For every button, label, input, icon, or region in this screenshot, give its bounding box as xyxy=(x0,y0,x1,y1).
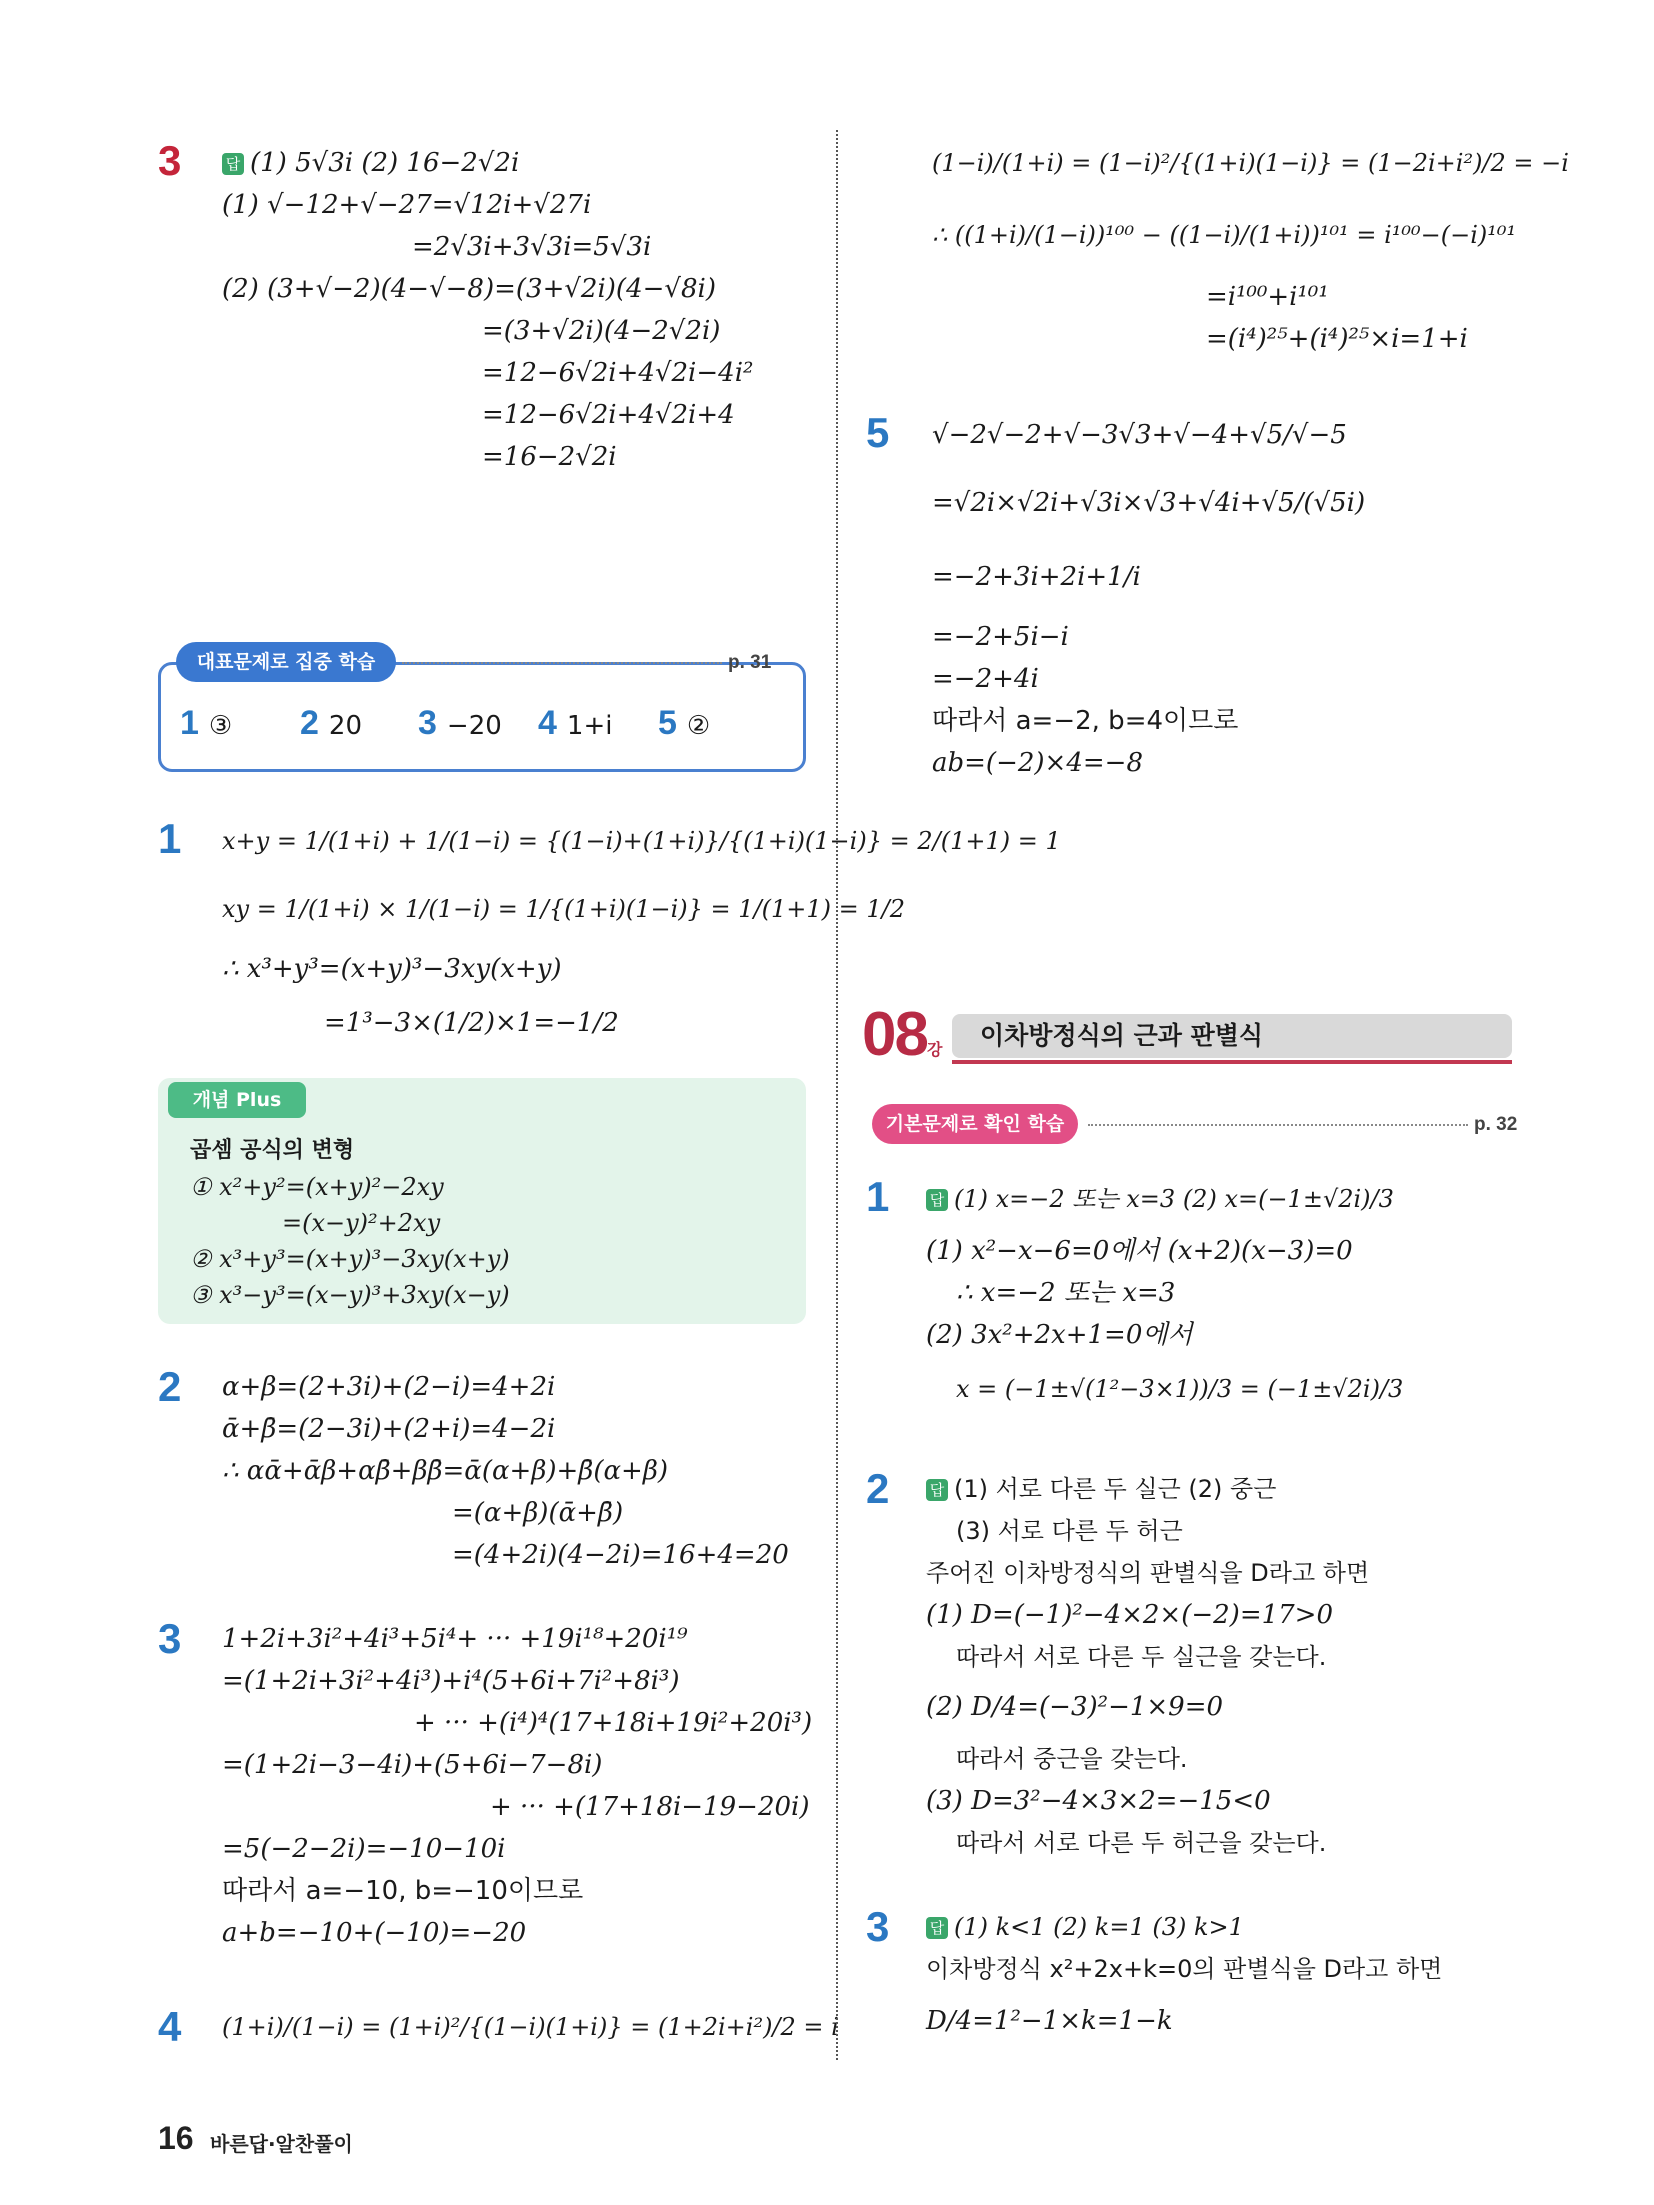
solution-line: 주어진 이차방정식의 판별식을 D라고 하면 xyxy=(926,1559,1370,1587)
solution-line: =√2i×√2i+√3i×√3+√4i+√5/(√5i) xyxy=(932,488,1366,518)
solution-line: (3) D=3²−4×3×2=−15<0 xyxy=(926,1786,1271,1816)
rep-answer-2: 2 20 xyxy=(300,704,363,742)
solution-line: =12−6√2i+4√2i+4 xyxy=(482,400,735,430)
answer-line xyxy=(926,1472,1276,1506)
concept-plus-tag: 개념 Plus xyxy=(168,1082,306,1118)
answer-line: (3) 서로 다른 두 허근 xyxy=(956,1517,1183,1545)
solution-line: (1) x²−x−6=0에서 (x+2)(x−3)=0 xyxy=(926,1236,1353,1266)
solution-line: =(4+2i)(4−2i)=16+4=20 xyxy=(452,1540,789,1570)
answer-text: (1) x=−2 또는 x=3 (2) x=(−1±√2i)/3 xyxy=(954,1185,1394,1213)
basic-section-tag: 기본문제로 확인 학습 xyxy=(872,1104,1078,1144)
solution-line: (1−i)/(1+i) = (1−i)²/{(1+i)(1−i)} = (1−2i+i²)/2 = −i xyxy=(932,149,1569,177)
concept-line: ② x³+y³=(x+y)³−3xy(x+y) xyxy=(190,1245,510,1273)
solution-line: 따라서 서로 다른 두 허근을 갖는다. xyxy=(956,1829,1327,1857)
solution-line: √−2√−2+√−3√3+√−4+√5/√−5 xyxy=(932,420,1347,450)
rep-answer-5: 5 ② xyxy=(658,704,711,742)
footer-label: 바른답·알찬풀이 xyxy=(210,2132,353,2156)
concept-title: 곱셈 공식의 변형 xyxy=(190,1138,355,1163)
solution-line: ∴ ((1+i)/(1−i))¹⁰⁰ − ((1−i)/(1+i))¹⁰¹ = i¹⁰⁰−(−i)¹⁰¹ xyxy=(932,221,1517,249)
answer-badge: 답 xyxy=(926,1479,948,1501)
basic-number-1: 1 xyxy=(866,1173,890,1220)
solution-line: =5(−2−2i)=−10−10i xyxy=(222,1834,506,1864)
solution-line: + ··· +(17+18i−19−20i) xyxy=(490,1792,810,1822)
rep-answer-1: 1 ③ xyxy=(180,704,233,742)
column-divider xyxy=(836,130,838,2060)
answer-text: (1) k<1 (2) k=1 (3) k>1 xyxy=(954,1913,1244,1941)
solution-line: =−2+5i−i xyxy=(932,622,1069,652)
solution-line: =(3+√2i)(4−2√2i) xyxy=(482,316,721,346)
solution-number-4: 4 xyxy=(158,2003,182,2050)
dotted-leader xyxy=(1088,1124,1468,1126)
solution-line: (1+i)/(1−i) = (1+i)²/{(1−i)(1+i)} = (1+2i+i²)/2 = i xyxy=(222,2013,839,2041)
solution-line: 따라서 a=−2, b=4이므로 xyxy=(932,706,1239,736)
solution-line: =i¹⁰⁰+i¹⁰¹ xyxy=(1206,282,1329,312)
solution-line: =2√3i+3√3i=5√3i xyxy=(412,232,652,262)
solution-line: 따라서 서로 다른 두 실근을 갖는다. xyxy=(956,1643,1327,1671)
solution-line: 따라서 a=−10, b=−10이므로 xyxy=(222,1876,584,1906)
answer-badge: 답 xyxy=(222,153,244,175)
basic-number-2: 2 xyxy=(866,1465,890,1512)
chapter-underline xyxy=(952,1060,1512,1064)
basic-number-3: 3 xyxy=(866,1903,890,1950)
solution-line: =(α+β)(ᾱ+β̄) xyxy=(452,1498,624,1528)
solution-line: ᾱ+β̄=(2−3i)+(2+i)=4−2i xyxy=(222,1414,556,1444)
solution-line: =−2+3i+2i+1/i xyxy=(932,562,1141,592)
solution-line: a+b=−10+(−10)=−20 xyxy=(222,1918,527,1948)
solution-line: 1+2i+3i²+4i³+5i⁴+ ··· +19i¹⁸+20i¹⁹ xyxy=(222,1624,688,1654)
solution-line: α+β=(2+3i)+(2−i)=4+2i xyxy=(222,1372,556,1402)
solution-line: + ··· +(i⁴)⁴(17+18i+19i²+20i³) xyxy=(414,1708,813,1738)
solution-line: (1) √−12+√−27=√12i+√27i xyxy=(222,190,592,220)
dotted-leader xyxy=(402,662,722,664)
answer-badge: 답 xyxy=(926,1917,948,1939)
solution-line: =12−6√2i+4√2i−4i² xyxy=(482,358,754,388)
solution-line: ∴ x=−2 또는 x=3 xyxy=(956,1278,1176,1308)
page-number: 16 xyxy=(158,2120,194,2156)
solution-line: ∴ x³+y³=(x+y)³−3xy(x+y) xyxy=(222,954,562,984)
solution-number-2: 2 xyxy=(158,1363,182,1410)
concept-line: ③ x³−y³=(x−y)³+3xy(x−y) xyxy=(190,1281,510,1309)
problem-number-3: 3 xyxy=(158,137,182,184)
solution-line: =(i⁴)²⁵+(i⁴)²⁵×i=1+i xyxy=(1206,324,1468,354)
solution-line: (1) D=(−1)²−4×2×(−2)=17>0 xyxy=(926,1600,1334,1630)
answer-badge: 답 xyxy=(926,1189,948,1211)
representative-section-tag: 대표문제로 집중 학습 xyxy=(176,642,396,682)
page-reference: p. 31 xyxy=(728,652,772,673)
answer-text: (1) 서로 다른 두 실근 (2) 중근 xyxy=(954,1475,1277,1503)
solution-line: =−2+4i xyxy=(932,664,1039,694)
solution-line: D/4=1²−1×k=1−k xyxy=(926,2006,1173,2036)
rep-answer-3: 3 −20 xyxy=(418,704,502,742)
solution-line: =(1+2i+3i²+4i³)+i⁴(5+6i+7i²+8i³) xyxy=(222,1666,680,1696)
solution-line: x+y = 1/(1+i) + 1/(1−i) = {(1−i)+(1+i)}/{(1+i)(1−i)} = 2/(1+1) = 1 xyxy=(222,827,1061,855)
answer-line xyxy=(926,1182,1394,1216)
solution-line: =16−2√2i xyxy=(482,442,617,472)
answer-line xyxy=(926,1910,1244,1944)
answer-text: (1) 5√3i (2) 16−2√2i xyxy=(250,148,520,178)
solution-number-3: 3 xyxy=(158,1615,182,1662)
solution-line: x = (−1±√(1²−3×1))/3 = (−1±√2i)/3 xyxy=(956,1375,1404,1403)
concept-line: ① x²+y²=(x+y)²−2xy xyxy=(190,1173,444,1201)
concept-line: =(x−y)²+2xy xyxy=(282,1209,441,1237)
solution-line: =(1+2i−3−4i)+(5+6i−7−8i) xyxy=(222,1750,603,1780)
solution-number-1: 1 xyxy=(158,815,182,862)
chapter-number: 08강 xyxy=(862,1000,941,1069)
solution-line: ab=(−2)×4=−8 xyxy=(932,748,1143,778)
solution-line: ∴ αᾱ+ᾱβ+αβ̄+ββ̄=ᾱ(α+β)+β̄(α+β) xyxy=(222,1456,668,1486)
page-reference: p. 32 xyxy=(1474,1114,1518,1135)
solution-line: 이차방정식 x²+2x+k=0의 판별식을 D라고 하면 xyxy=(926,1955,1443,1983)
solution-line: =1³−3×(1/2)×1=−1/2 xyxy=(324,1008,619,1038)
rep-answer-4: 4 1+i xyxy=(538,704,613,742)
answer-line xyxy=(222,146,519,180)
chapter-title: 이차방정식의 근과 판별식 xyxy=(952,1014,1512,1058)
solution-number-5: 5 xyxy=(866,409,890,456)
solution-line: 따라서 중근을 갖는다. xyxy=(956,1745,1188,1773)
solution-line: (2) D/4=(−3)²−1×9=0 xyxy=(926,1692,1224,1722)
solution-line: (2) (3+√−2)(4−√−8)=(3+√2i)(4−√8i) xyxy=(222,274,716,304)
solution-line: (2) 3x²+2x+1=0에서 xyxy=(926,1320,1193,1350)
solution-line: xy = 1/(1+i) × 1/(1−i) = 1/{(1+i)(1−i)} = 1/(1+1) = 1/2 xyxy=(222,895,906,923)
